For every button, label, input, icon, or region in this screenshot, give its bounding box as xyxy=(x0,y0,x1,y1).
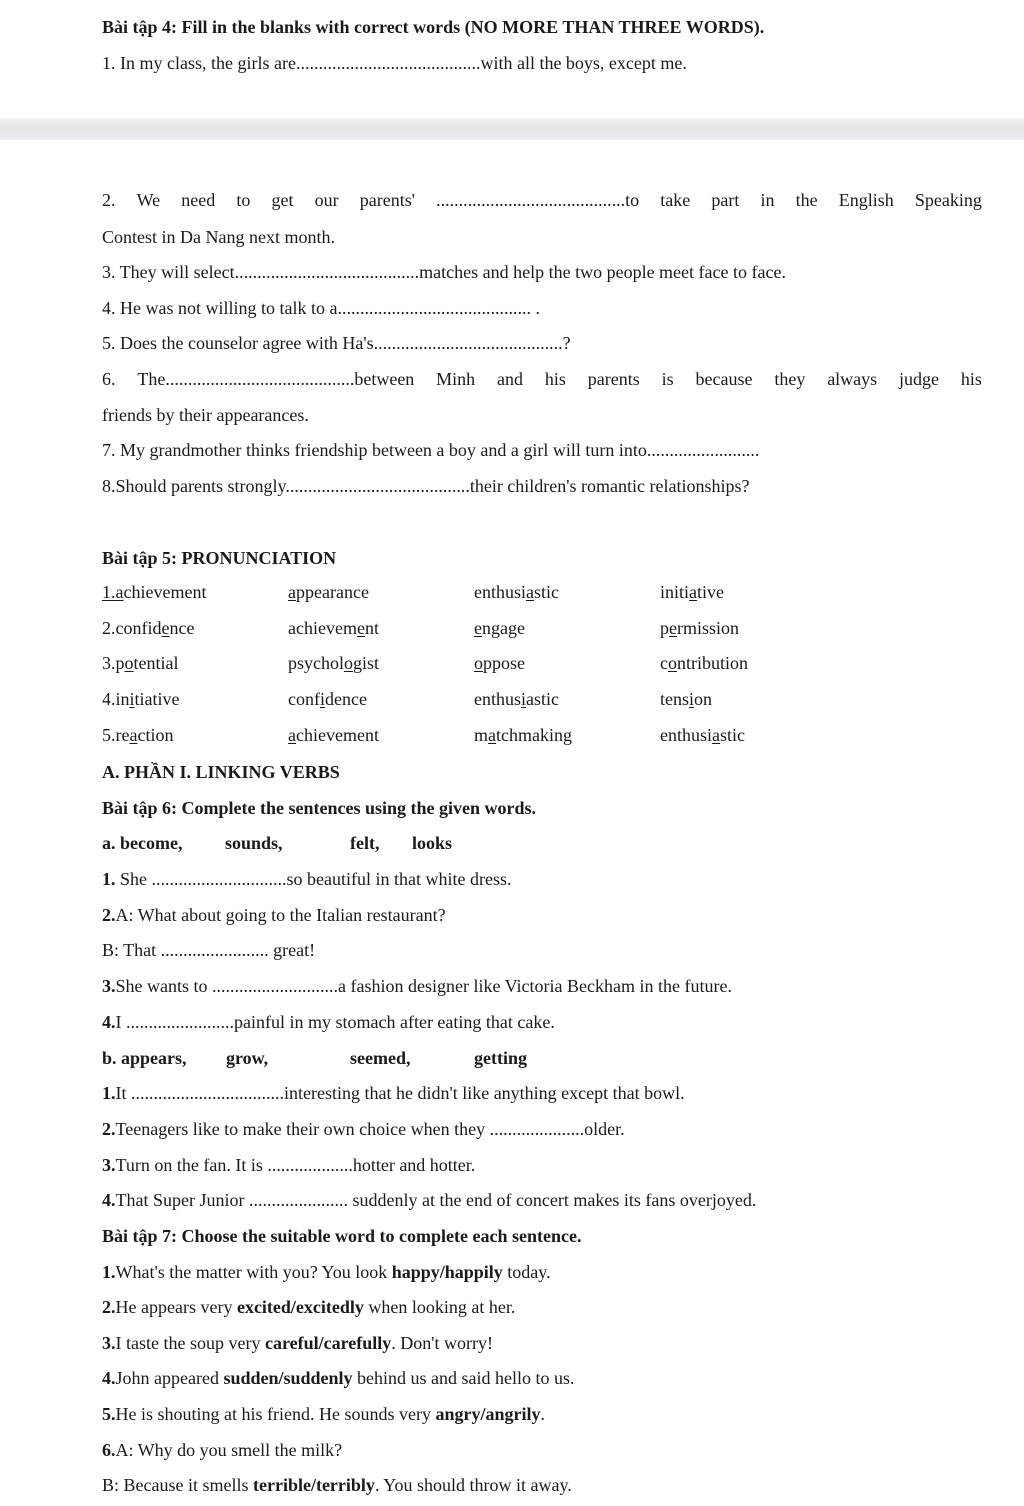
word-group-a-item: felt, xyxy=(350,833,380,853)
pronunciation-word xyxy=(102,618,194,639)
ex4-sentence-6-cont: friends by their appearances. xyxy=(102,405,309,425)
word-part: conf xyxy=(288,689,320,709)
pronunciation-word xyxy=(474,689,559,710)
ex7-sentence xyxy=(102,1403,545,1425)
exercise-7-title: Bài tập 7: Choose the suitable word to complete each sentence. xyxy=(102,1226,582,1246)
word-group-a-item: sounds, xyxy=(225,833,283,853)
word: get xyxy=(271,190,294,210)
choice-words: careful/carefully xyxy=(264,1333,392,1353)
ex6-b-sentence-3 xyxy=(102,1154,475,1176)
underlined-letters: o xyxy=(668,653,677,673)
word: need xyxy=(181,190,216,210)
word-part: stic xyxy=(534,582,559,602)
ex7-sentence-6b xyxy=(102,1474,572,1496)
ex4-sentence-8: 8.Should parents strongly.........................................their children's romantic relationships? xyxy=(102,476,750,496)
item-number: 2. xyxy=(102,1297,116,1317)
word-part: tive xyxy=(697,582,725,602)
choice-words: excited/excitedly xyxy=(236,1297,364,1317)
ex4-sentence-7: 7. My grandmother thinks friendship between a boy and a girl will turn into......................... xyxy=(102,440,760,460)
part-a-heading: A. PHẦN I. LINKING VERBS xyxy=(102,762,340,782)
pronunciation-word xyxy=(474,653,525,674)
pronunciation-word xyxy=(102,653,178,674)
pronunciation-word xyxy=(660,725,745,746)
word: Speaking xyxy=(914,190,982,210)
sentence-text: What's the matter with you? You look xyxy=(115,1262,392,1282)
ex6-a-sentence-4 xyxy=(102,1011,555,1033)
word: take xyxy=(660,190,691,210)
sentence-text: . Don't worry! xyxy=(391,1333,494,1353)
word-group-b-item: getting xyxy=(474,1048,527,1068)
word-part: on xyxy=(694,689,713,709)
sentence-text: He is shouting at his friend. He sounds very xyxy=(115,1404,436,1424)
word-part: tential xyxy=(133,653,179,673)
ex4-sentence-4: 4. He was not willing to talk to a........................................... . xyxy=(102,298,540,318)
word-part: ngage xyxy=(482,618,525,638)
item-number: 1. xyxy=(102,869,116,889)
sentence-text: It ..................................interesting that he didn't like anything except that bowl. xyxy=(115,1083,685,1103)
ex7-sentence xyxy=(102,1439,342,1461)
exercise-4-title: Bài tập 4: Fill in the blanks with correct words (NO MORE THAN THREE WORDS). xyxy=(102,17,765,37)
underlined-letters: i xyxy=(319,689,325,709)
word-part: astic xyxy=(526,689,560,709)
word-group-b-item: seemed, xyxy=(350,1048,411,1068)
sentence-text: I taste the soup very xyxy=(115,1333,265,1353)
word: always xyxy=(827,369,878,389)
word: Minh xyxy=(436,369,476,389)
word: his xyxy=(544,369,566,389)
underlined-letters: i xyxy=(129,689,135,709)
word-part: enthusi xyxy=(474,582,526,602)
sentence-text: He appears very xyxy=(115,1297,237,1317)
word-part: enthus xyxy=(474,689,521,709)
word-part: p xyxy=(660,618,669,638)
item-number: 4. xyxy=(102,1190,116,1210)
word-part: ction xyxy=(137,725,174,745)
ex4-sentence-6 xyxy=(102,368,982,390)
word-part: 3.p xyxy=(102,653,125,673)
word: because xyxy=(695,369,753,389)
word: in xyxy=(760,190,775,210)
choice-words: sudden/suddenly xyxy=(223,1368,353,1388)
item-number: 5. xyxy=(102,1404,116,1424)
word: English xyxy=(838,190,894,210)
sentence-text: She wants to ............................a fashion designer like Victoria Beckham in the future. xyxy=(115,976,732,996)
word-part: ntribution xyxy=(677,653,748,673)
pronunciation-word xyxy=(660,582,724,603)
word-part: psychol xyxy=(288,653,344,673)
word: 6. xyxy=(102,369,116,389)
ex6-a-sentence-3 xyxy=(102,975,732,997)
underlined-letters: i xyxy=(689,689,695,709)
ex6-a-sentence-2b: B: That ........................ great! xyxy=(102,940,316,960)
word: to xyxy=(236,190,251,210)
pronunciation-word xyxy=(660,689,712,710)
pronunciation-word xyxy=(660,653,748,674)
pronunciation-word xyxy=(102,689,180,710)
item-number: 1. xyxy=(102,1083,116,1103)
pronunciation-word xyxy=(474,725,572,746)
word-part: 2.confid xyxy=(102,618,162,638)
word-part: dence xyxy=(325,689,367,709)
sentence-text: John appeared xyxy=(115,1368,224,1388)
item-number: 4. xyxy=(102,1368,116,1388)
underlined-letters: a xyxy=(526,582,534,602)
word: our xyxy=(314,190,339,210)
word: part xyxy=(711,190,740,210)
ex6-a-sentence-1 xyxy=(102,868,511,890)
pronunciation-word xyxy=(102,725,173,746)
word-part: chievement xyxy=(123,582,207,602)
choice-words: terrible/terribly xyxy=(252,1475,375,1495)
sentence-text: . xyxy=(540,1404,545,1424)
sentence-text: She ..............................so beautiful in that white dress. xyxy=(115,869,512,889)
ex4-sentence-3: 3. They will select.........................................matches and help the two people meet face to face. xyxy=(102,262,786,282)
ex7-sentence xyxy=(102,1296,515,1318)
underlined-letters: a xyxy=(288,725,296,745)
underlined-letters: i xyxy=(521,689,527,709)
choice-words: angry/angrily xyxy=(435,1404,541,1424)
sentence-text: Turn on the fan. It is ...................hotter and hotter. xyxy=(115,1155,476,1175)
word-part: m xyxy=(474,725,489,745)
sentence-text: behind us and said hello to us. xyxy=(352,1368,575,1388)
item-number: 4. xyxy=(102,1012,116,1032)
underlined-letters: a xyxy=(712,725,720,745)
pronunciation-word xyxy=(102,582,206,603)
ex6-b-sentence-1 xyxy=(102,1082,685,1104)
underlined-letters: e xyxy=(161,618,170,638)
word-part: rmission xyxy=(677,618,740,638)
word: his xyxy=(960,369,982,389)
pronunciation-word xyxy=(474,582,559,603)
word: they xyxy=(774,369,806,389)
underlined-letters: a xyxy=(129,725,138,745)
ex7-sentence xyxy=(102,1332,493,1354)
sentence-text: Teenagers like to make their own choice when they .....................older. xyxy=(115,1119,625,1139)
sentence-text: . You should throw it away. xyxy=(374,1475,572,1495)
choice-words: happy/happily xyxy=(391,1262,503,1282)
word-group-a-item: a. become, xyxy=(102,833,183,853)
word: the xyxy=(795,190,818,210)
ex4-sentence-2-cont: Contest in Da Nang next month. xyxy=(102,227,335,247)
underlined-letters: o xyxy=(474,653,483,673)
word: judge xyxy=(899,369,940,389)
ex7-sentence xyxy=(102,1261,551,1283)
word-part: ppose xyxy=(483,653,525,673)
underlined-letters: a xyxy=(488,725,497,745)
item-number: 3. xyxy=(102,1333,116,1353)
word-part: nt xyxy=(364,618,379,638)
page-separator xyxy=(0,118,1024,140)
word-part: tchmaking xyxy=(496,725,572,745)
word-part: gist xyxy=(353,653,380,673)
item-number: 3. xyxy=(102,976,116,996)
item-number: 2. xyxy=(102,905,116,925)
item-number: 1. xyxy=(102,1262,116,1282)
word-part: enthusi xyxy=(660,725,712,745)
pronunciation-word xyxy=(288,653,379,674)
pronunciation-word xyxy=(288,725,379,746)
word: ..........................................to xyxy=(436,190,640,210)
word: We xyxy=(136,190,161,210)
exercise-6-title: Bài tập 6: Complete the sentences using the given words. xyxy=(102,798,536,818)
word-part: tens xyxy=(660,689,689,709)
word-part: stic xyxy=(720,725,745,745)
pronunciation-word xyxy=(660,618,739,639)
sentence-text: A: Why do you smell the milk? xyxy=(115,1440,343,1460)
pronunciation-word xyxy=(288,618,379,639)
word-part: chievement xyxy=(296,725,379,745)
sentence-text: today. xyxy=(502,1262,551,1282)
sentence-text: I ........................painful in my stomach after eating that cake. xyxy=(115,1012,555,1032)
sentence-text: when looking at her. xyxy=(363,1297,516,1317)
ex7-sentence xyxy=(102,1367,575,1389)
word: 2. xyxy=(102,190,116,210)
pronunciation-word xyxy=(288,689,367,710)
underlined-letters: 1.a xyxy=(102,582,124,602)
word: is xyxy=(661,369,674,389)
ex4-sentence-1: 1. In my class, the girls are.........................................with all the boys, except me. xyxy=(102,53,687,73)
ex6-b-sentence-4 xyxy=(102,1189,756,1211)
exercise-5-title: Bài tập 5: PRONUNCIATION xyxy=(102,548,337,568)
sentence-text: B: Because it smells xyxy=(102,1475,253,1495)
word-group-a-item: looks xyxy=(412,833,453,853)
item-number: 2. xyxy=(102,1119,116,1139)
ex6-b-sentence-2 xyxy=(102,1118,625,1140)
underlined-letters: a xyxy=(689,582,698,602)
word: and xyxy=(497,369,524,389)
underlined-letters: a xyxy=(288,582,296,602)
word-part: achievem xyxy=(288,618,357,638)
word-part: initi xyxy=(660,582,690,602)
sentence-text: That Super Junior ...................... suddenly at the end of concert makes its fans overjoyed. xyxy=(115,1190,757,1210)
word-part: nce xyxy=(169,618,195,638)
ex4-sentence-2 xyxy=(102,189,982,211)
word-part: c xyxy=(660,653,668,673)
underlined-letters: o xyxy=(344,653,353,673)
underlined-letters: e xyxy=(669,618,677,638)
word-group-b-item: grow, xyxy=(226,1048,269,1068)
word-part: tiative xyxy=(134,689,180,709)
pronunciation-word xyxy=(288,582,369,603)
word-part: ppearance xyxy=(296,582,369,602)
sentence-text: A: What about going to the Italian restaurant? xyxy=(115,905,446,925)
ex4-sentence-5: 5. Does the counselor agree with Ha's..........................................? xyxy=(102,333,571,353)
item-number: 6. xyxy=(102,1440,116,1460)
word: parents' xyxy=(359,190,416,210)
word-part: 5.re xyxy=(102,725,130,745)
ex6-a-sentence-2 xyxy=(102,904,446,926)
word-part: 4.in xyxy=(102,689,130,709)
item-number: 3. xyxy=(102,1155,116,1175)
underlined-letters: o xyxy=(124,653,134,673)
pronunciation-word xyxy=(474,618,525,639)
word: parents xyxy=(587,369,640,389)
underlined-letters: e xyxy=(474,618,482,638)
word: The..........................................between xyxy=(137,369,415,389)
word-group-b-item: b. appears, xyxy=(102,1048,187,1068)
underlined-letters: e xyxy=(356,618,365,638)
